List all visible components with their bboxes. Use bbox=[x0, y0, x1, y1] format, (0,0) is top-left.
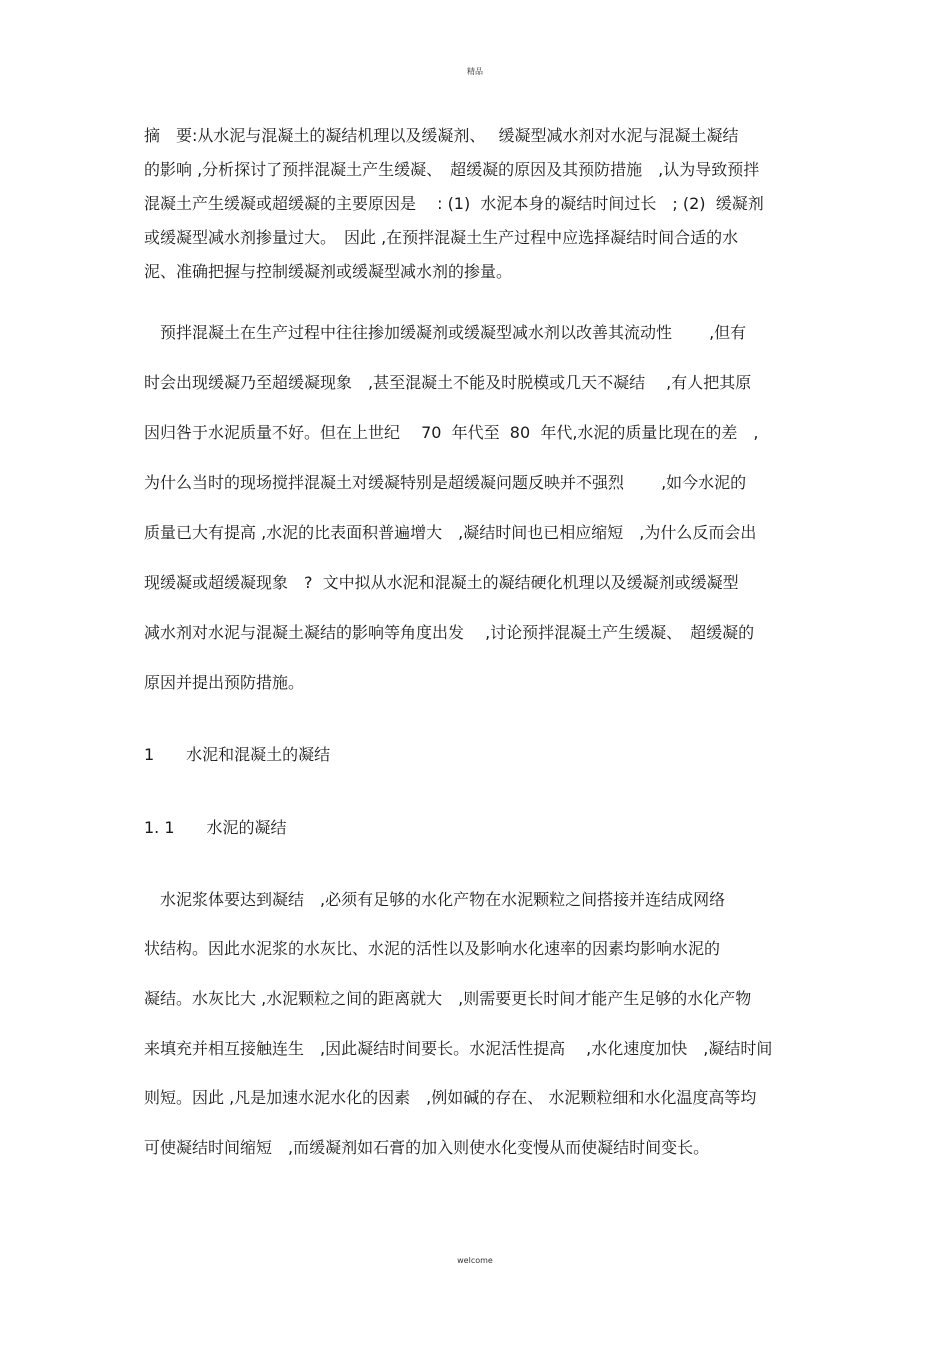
body-line: 现缓凝或超缓凝现象 ? 文中拟从水泥和混凝土的凝结硬化机理以及缓凝剂或缓凝型 bbox=[144, 573, 739, 592]
body-line: 原因并提出预防措施。 bbox=[144, 673, 305, 692]
body-line: 则短。因此 ,凡是加速水泥水化的因素 ,例如碱的存在、 水泥颗粒细和水化温度高等均 bbox=[144, 1088, 757, 1107]
section-heading: 1 水泥和混凝土的凝结 bbox=[144, 745, 331, 764]
abstract-line: 泥、准确把握与控制缓凝剂或缓凝型减水剂的掺量。 bbox=[144, 262, 513, 281]
page-header: 精品 bbox=[467, 67, 483, 76]
body-line: 来填充并相互接触连生 ,因此凝结时间要长。水泥活性提高 ,水化速度加快 ,凝结时间 bbox=[144, 1039, 773, 1058]
body-line: 预拌混凝土在生产过程中往往掺加缓凝剂或缓凝型减水剂以改善其流动性 ,但有 bbox=[144, 323, 747, 342]
subsection-heading: 1. 1 水泥的凝结 bbox=[144, 818, 287, 837]
abstract-line: 摘 要:从水泥与混凝土的凝结机理以及缓凝剂、 缓凝型减水剂对水泥与混凝土凝结 bbox=[144, 126, 739, 145]
body-line: 水泥浆体要达到凝结 ,必须有足够的水化产物在水泥颗粒之间搭接并连结成网络 bbox=[144, 890, 726, 909]
body-line: 状结构。因此水泥浆的水灰比、水泥的活性以及影响水化速率的因素均影响水泥的 bbox=[144, 939, 721, 958]
abstract-line: 或缓凝型减水剂掺量过大。 因此 ,在预拌混凝土生产过程中应选择凝结时间合适的水 bbox=[144, 228, 739, 247]
body-line: 为什么当时的现场搅拌混凝土对缓凝特别是超缓凝问题反映并不强烈 ,如今水泥的 bbox=[144, 473, 747, 492]
body-line: 质量已大有提高 ,水泥的比表面积普遍增大 ,凝结时间也已相应缩短 ,为什么反而会出 bbox=[144, 523, 757, 542]
body-line: 时会出现缓凝乃至超缓凝现象 ,甚至混凝土不能及时脱模或几天不凝结 ,有人把其原 bbox=[144, 373, 752, 392]
page-footer: welcome bbox=[457, 1256, 493, 1265]
body-line: 因归咎于水泥质量不好。但在上世纪 70 年代至 80 年代,水泥的质量比现在的差 , bbox=[144, 423, 759, 442]
abstract-line: 的影响 ,分析探讨了预拌混凝土产生缓凝、 超缓凝的原因及其预防措施 ,认为导致预拌 bbox=[144, 160, 760, 179]
body-line: 减水剂对水泥与混凝土凝结的影响等角度出发 ,讨论预拌混凝土产生缓凝、 超缓凝的 bbox=[144, 623, 755, 642]
body-line: 凝结。水灰比大 ,水泥颗粒之间的距离就大 ,则需要更长时间才能产生足够的水化产物 bbox=[144, 989, 752, 1008]
abstract-line: 混凝土产生缓凝或超缓凝的主要原因是 : (1) 水泥本身的凝结时间过长 ; (2) 缓凝剂 bbox=[144, 194, 764, 213]
body-line: 可使凝结时间缩短 ,而缓凝剂如石膏的加入则使水化变慢从而使凝结时间变长。 bbox=[144, 1138, 710, 1157]
